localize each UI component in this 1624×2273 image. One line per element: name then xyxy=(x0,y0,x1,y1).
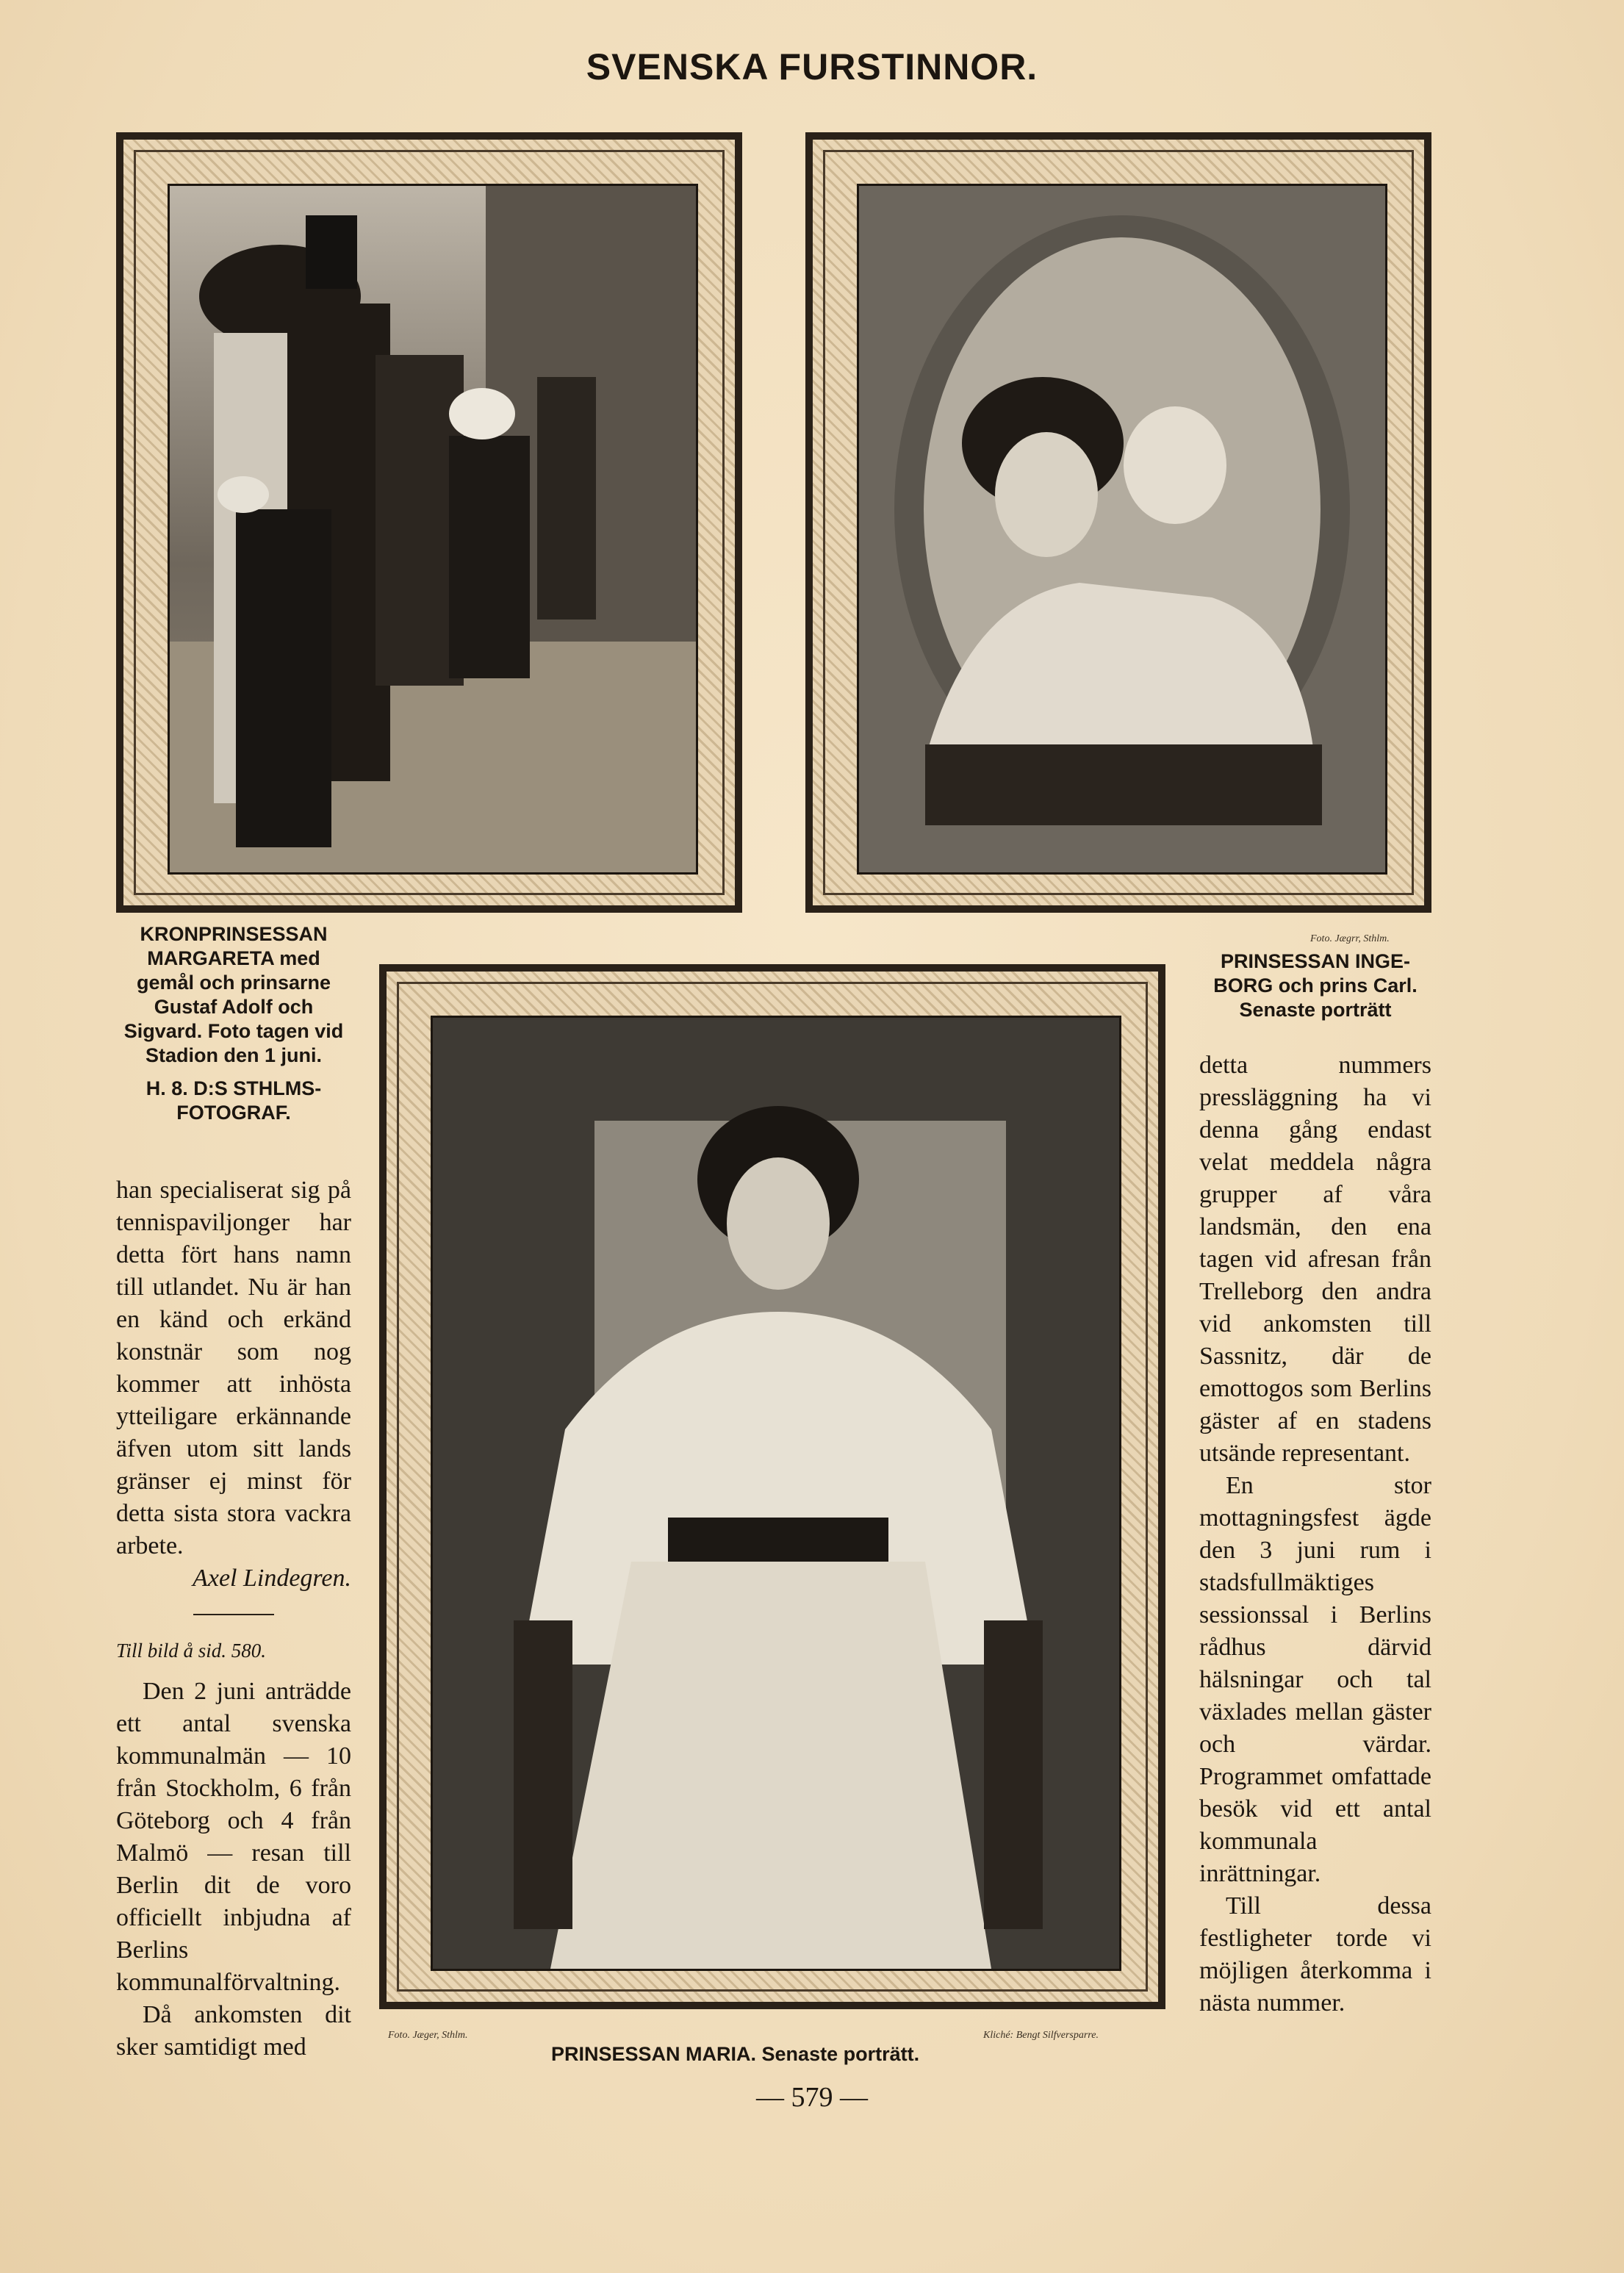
right-text-column xyxy=(1199,1049,1431,2019)
photo-frame-top-left xyxy=(116,132,742,913)
oval-portrait-icon xyxy=(857,184,1387,875)
caption-top-left-text: KRONPRINSESSAN MARGARETA med gemål och prinsarne Gustaf Adolf och Sigvard. Foto tagen vid Stadion den 1 juni. xyxy=(123,923,344,1066)
right-para-2: En stor mottagningsfest ägde den 3 juni rum i stadsfullmäktiges sessionssal i Berlins rådhus därvid hälsningar och tal växlades mellan gäster och värdar. Programmet omfattade besök vid ett antal kommunala inrättningar. xyxy=(1199,1472,1431,1887)
author-signature: Axel Lindegren. xyxy=(193,1565,351,1592)
left-para-1: han specialiserat sig på tennispaviljonger har detta fört hans namn till utlandet. Nu är han en känd och erkänd konstnär som nog kommer att inhösta ytteiligare erkännande äfven utom sitt lands gränser ej minst för detta sista stora vackra arbete. xyxy=(116,1177,351,1559)
page-title: SVENSKA FURSTINNOR. xyxy=(586,46,1038,87)
image-reference: Till bild å sid. 580. xyxy=(116,1640,267,1662)
seated-portrait-icon xyxy=(431,1016,1121,1971)
caption-top-left-credit: H. 8. D:S STHLMS-FOTOGRAF. xyxy=(145,1077,322,1124)
section-divider xyxy=(193,1614,274,1615)
caption-top-right-text: PRINSESSAN INGE-BORG och prins Carl. Senaste porträtt xyxy=(1213,950,1418,1021)
left-text-column xyxy=(116,1174,351,2064)
left-para-3: Då ankomsten dit sker samtidigt med xyxy=(116,2001,351,2061)
right-para-3: Till dessa festligheter torde vi möjligen återkomma i nästa nummer. xyxy=(1199,1892,1431,2017)
photo-frame-top-right xyxy=(805,132,1431,913)
photo-frame-center xyxy=(379,964,1165,2009)
page-number: — 579 — xyxy=(756,2082,868,2113)
caption-top-left xyxy=(116,922,351,1125)
caption-top-right xyxy=(1199,949,1431,1022)
photo-credit-center-right: Kliché: Bengt Silfversparre. xyxy=(983,2030,1099,2041)
photo-credit-center-left: Foto. Jæger, Sthlm. xyxy=(388,2030,468,2041)
caption-center: PRINSESSAN MARIA. Senaste porträtt. xyxy=(551,2043,920,2065)
group-photo-icon xyxy=(168,184,698,875)
left-para-2: Den 2 juni anträdde ett antal svenska kommunalmän — 10 från Stockholm, 6 från Göteborg och 4 från Malmö — resan till Berlin dit de voro officiellt inbjudna af Berlins kommunalförvaltning. xyxy=(116,1678,351,1996)
right-para-1: detta nummers pressläggning ha vi denna gång endast velat meddela några grupper af våra landsmän, den ena tagen vid afresan från Trelleborg den andra vid ankomsten till Sassnitz, där de emottogos som Berlins gäster af en stadens utsände representant. xyxy=(1199,1052,1431,1467)
photo-credit-top-right: Foto. Jægrr, Sthlm. xyxy=(1310,933,1390,944)
